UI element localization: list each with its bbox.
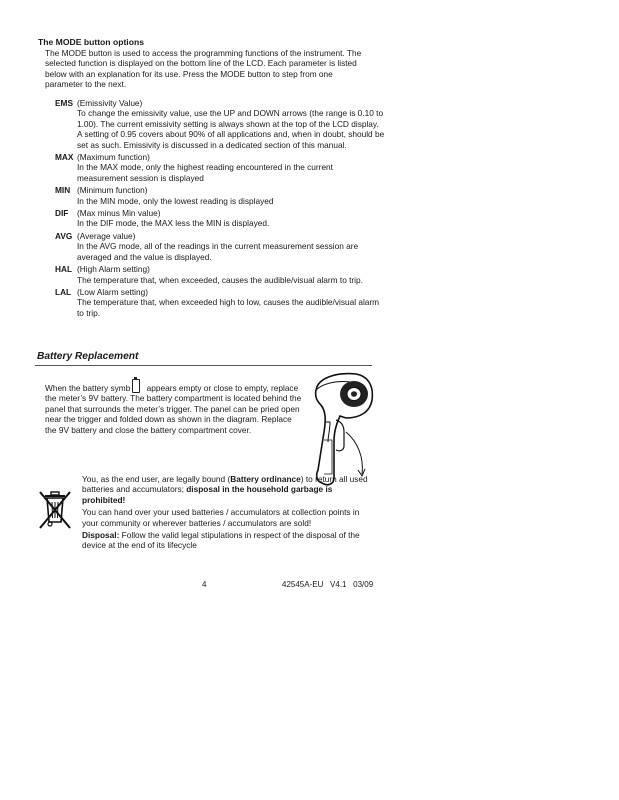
- disposal-label: Disposal:: [82, 530, 120, 541]
- battery-instructions: [45, 379, 303, 435]
- param-code: AVG: [55, 230, 73, 241]
- param-desc: In the MIN mode, only the lowest reading is displayed: [77, 195, 274, 206]
- battery-section-title: Battery Replacement: [37, 351, 139, 362]
- param-desc: To change the emissivity value, use the UP and DOWN arrows (the range is 0.10 to 1.00). The current emissivity setting is always shown at the top of the LCD display. A setting of 0.95 covers about 90% of all applications and, when in doubt, should be set as such. Emissivity is discussed in a dedicated section of this manual.: [77, 108, 385, 150]
- param-name: (Low Alarm setting): [77, 286, 149, 297]
- param-desc: The temperature that, when exceeded, causes the audible/visual alarm to trip.: [77, 274, 363, 285]
- disposal-paragraph-3: [82, 530, 372, 551]
- disposal-paragraph-2: You can hand over your used batteries / accumulators at collection points in your community or wherever batteries / accumulators are sold!: [82, 507, 360, 528]
- param-hal: [55, 264, 385, 285]
- mode-heading: The MODE button options: [38, 37, 144, 47]
- disposal-text: You, as the end user, are legally bound (: [82, 474, 231, 484]
- param-code: LAL: [55, 286, 72, 297]
- document-reference: 42545A-EU V4.1 03/09: [282, 580, 374, 589]
- param-code: DIF: [55, 208, 69, 219]
- param-desc: In the AVG mode, all of the readings in the current measurement session are averaged and the value is displayed.: [77, 241, 359, 262]
- param-code: HAL: [55, 264, 73, 275]
- param-code: MIN: [55, 185, 71, 196]
- disposal-text: ) to return all used batteries and accumulators;: [82, 474, 368, 495]
- disposal-prohibited: disposal in the household garbage is prohibited!: [82, 484, 333, 505]
- battery-text-rest: appears empty or close to empty, replace the meter’s 9V battery. The battery compartment is located behind the panel that surrounds the meter’s trigger. The panel can be pried open near the trigger and folded down as shown in the diagram. Replace the 9V battery and close the battery compartment cover.: [45, 383, 302, 435]
- disposal-notice: [82, 474, 372, 553]
- param-name: (Average value): [77, 230, 136, 241]
- battery-text-start: When the battery symb: [45, 383, 131, 393]
- battery-icon: [132, 379, 140, 393]
- param-lal: [55, 287, 385, 318]
- param-desc: In the DIF mode, the MAX less the MIN is displayed.: [77, 218, 270, 229]
- param-desc: In the MAX mode, only the highest reading encountered in the current measurement session is displayed: [77, 162, 333, 183]
- param-max: [55, 152, 385, 183]
- param-name: (High Alarm setting): [77, 264, 150, 275]
- param-name: (Max minus Min value): [77, 208, 161, 219]
- param-code: EMS: [55, 98, 73, 108]
- section-divider: [35, 365, 372, 366]
- param-list: [55, 98, 385, 320]
- battery-ordinance: Battery ordinance: [230, 474, 301, 484]
- param-name: (Emissivity Value): [77, 98, 143, 108]
- param-ems: [55, 98, 385, 150]
- page-number: 4: [202, 580, 207, 589]
- param-name: (Minimum function): [77, 185, 148, 196]
- disposal-paragraph-1: [82, 474, 372, 505]
- param-name: (Maximum function): [77, 152, 150, 163]
- param-code: MAX: [55, 152, 74, 163]
- param-avg: [55, 231, 385, 262]
- param-dif: [55, 208, 385, 229]
- param-min: [55, 185, 385, 206]
- disposal-text: Follow the valid legal stipulations in respect of the disposal of the device at the end of its lifecycle: [82, 530, 360, 551]
- crossed-out-bin-icon: [38, 490, 72, 530]
- mode-intro: The MODE button is used to access the programming functions of the instrument. The selected function is displayed on the bottom line of the LCD. Each parameter is listed below with an explanation for its use. Press the MODE button to step from one parameter to the next.: [45, 48, 362, 90]
- param-desc: The temperature that, when exceeded high to low, causes the audible/visual alarm to trip.: [77, 297, 380, 318]
